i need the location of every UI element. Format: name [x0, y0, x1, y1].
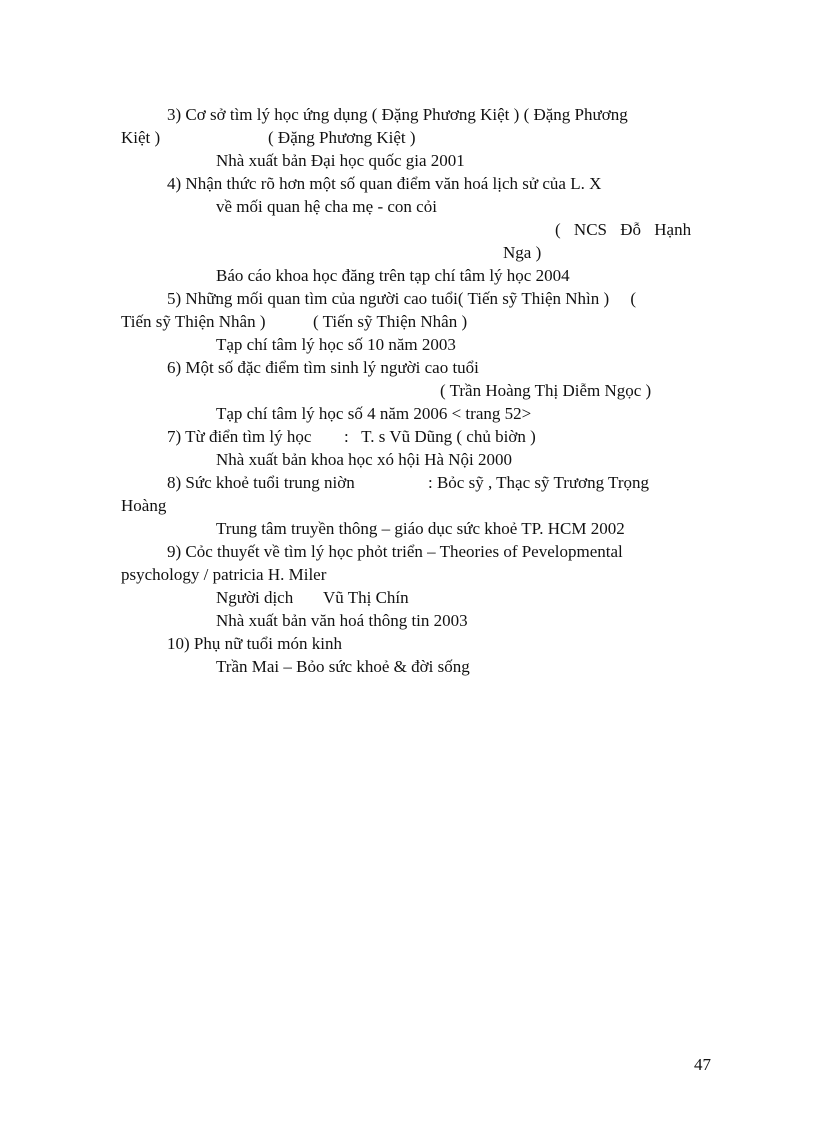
ref10-source: Trần Mai – Bỏo sức khoẻ & đời sống — [216, 657, 470, 676]
ref4-author-line2: Nga ) — [503, 243, 542, 262]
ref8-author-line1: : Bỏc sỹ , Thạc sỹ Trương Trọng — [428, 473, 649, 492]
ref3-publisher: Nhà xuất bản Đại học quốc gia 2001 — [216, 151, 465, 170]
ref6-title: 6) Một số đặc điểm tìm sinh lý người cao tuổi — [167, 358, 479, 377]
ref4-title-line2: về mối quan hệ cha mẹ - con cỏi — [216, 197, 437, 216]
ref4-author-line1: ( NCS Đỗ Hạnh — [555, 220, 692, 239]
ref5-title-line2-b: ( Tiến sỹ Thiện Nhân ) — [313, 312, 468, 331]
ref5-title-line1: 5) Những mối quan tìm của người cao tuổi( Tiến sỹ Thiện Nhìn ) ( — [167, 289, 637, 308]
ref7-publisher: Nhà xuất bản khoa học xó hội Hà Nội 2000 — [216, 450, 513, 469]
ref4-title-line1: 4) Nhận thức rõ hơn một số quan điểm văn hoá lịch sử của L. X — [167, 174, 602, 193]
ref5-source: Tạp chí tâm lý học số 10 năm 2003 — [216, 335, 456, 354]
ref3-title-line2-b: ( Đặng Phương Kiệt ) — [268, 128, 416, 147]
ref7-author: : T. s Vũ Dũng ( chủ biờn ) — [344, 427, 536, 446]
ref4-source: Báo cáo khoa học đăng trên tạp chí tâm lý học 2004 — [216, 266, 570, 285]
ref8-author-line2: Hoàng — [121, 496, 167, 515]
ref9-title-line2: psychology / patricia H. Miler — [121, 565, 327, 584]
ref8-title-line1: 8) Sức khoẻ tuổi trung niờn — [167, 473, 355, 492]
ref8-source: Trung tâm truyền thông – giáo dục sức khoẻ TP. HCM 2002 — [216, 519, 625, 538]
ref9-translator-label: Người dịch — [216, 588, 294, 607]
ref5-title-line2-a: Tiến sỹ Thiện Nhân ) — [121, 312, 266, 331]
ref9-title-line1: 9) Cỏc thuyết về tìm lý học phỏt triển – Theories of Pevelopmental — [167, 542, 623, 561]
ref6-author: ( Trần Hoàng Thị Diễm Ngọc ) — [440, 381, 652, 400]
page-number: 47 — [694, 1055, 711, 1074]
ref3-title-line2-a: Kiệt ) — [121, 128, 161, 147]
ref6-source: Tạp chí tâm lý học số 4 năm 2006 < trang 52> — [216, 404, 532, 423]
ref7-title: 7) Từ điển tìm lý học — [167, 427, 312, 446]
ref9-translator: Vũ Thị Chín — [323, 588, 409, 607]
ref9-publisher: Nhà xuất bản văn hoá thông tin 2003 — [216, 611, 468, 630]
ref3-title-line1: 3) Cơ sở tìm lý học ứng dụng ( Đặng Phương Kiệt ) ( Đặng Phương — [167, 105, 628, 124]
ref10-title: 10) Phụ nữ tuổi món kinh — [167, 634, 342, 653]
